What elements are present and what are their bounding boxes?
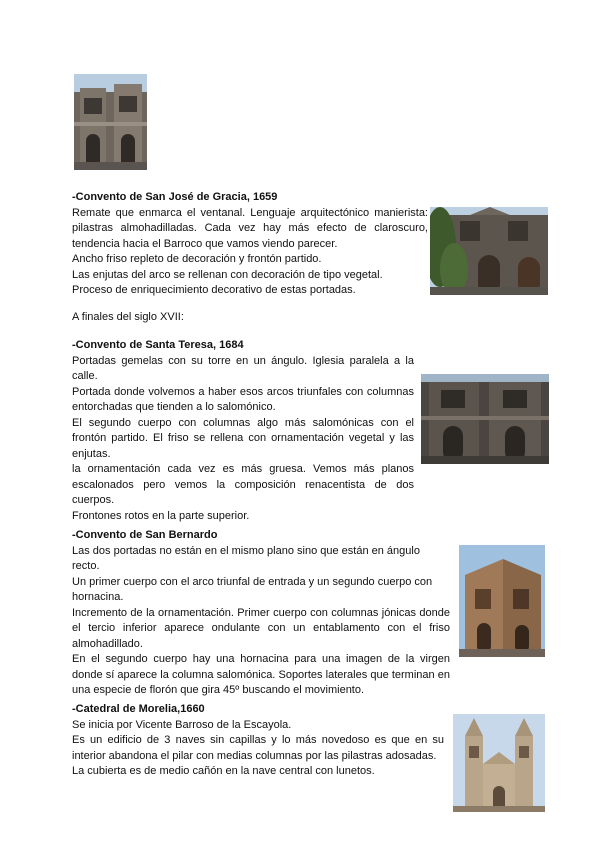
section-title: -Catedral de Morelia,1660 [72, 703, 205, 715]
paragraph: En el segundo cuerpo hay una hornacina para una imagen de la virgen donde sí aparece la columna salomónica. Soportes laterales que terminan en una especie de florón que gira 45º buscando el movimiento. [72, 653, 450, 696]
photo-san-bernardo [459, 545, 545, 657]
section-santa-teresa [72, 338, 414, 524]
photo-catedral-morelia [453, 714, 545, 812]
intro-line [72, 310, 428, 326]
intro-text: A finales del siglo XVII: [72, 311, 184, 323]
paragraph: Las enjutas del arco se rellenan con decoración de tipo vegetal. [72, 268, 383, 281]
section-title: -Convento de Santa Teresa, 1684 [72, 339, 244, 351]
paragraph: Un primer cuerpo con el arco triunfal de entrada y un segundo cuerpo con hornacina. [72, 575, 433, 603]
photo-san-jose [430, 207, 548, 295]
paragraph: Es un edificio de 3 naves sin capillas y lo más novedoso es que en su interior abandona el pilar con medias columnas por las pilastras adosadas. [72, 734, 444, 762]
photo-santa-teresa [421, 374, 549, 464]
photo-facade-top [74, 74, 147, 170]
paragraph: Las dos portadas no están en el mismo plano sino que están en ángulo recto. [72, 544, 420, 572]
paragraph: Proceso de enriquecimiento decorativo de estas portadas. [72, 284, 356, 296]
section-san-bernardo [72, 528, 450, 699]
paragraph: Portada donde volvemos a haber esos arcos triunfales con columnas entorchadas que tienden a lo salomónico. [72, 385, 414, 413]
section-title: -Convento de San José de Gracia, 1659 [72, 191, 278, 203]
paragraph: Portadas gemelas con su torre en un ángulo. Iglesia paralela a la calle. [72, 354, 414, 382]
paragraph: El segundo cuerpo con columnas algo más salomónicas con el frontón partido. El friso se rellena con ornamentación vegetal y las enjutas. [72, 416, 414, 460]
paragraph: Ancho friso repleto de decoración y frontón partido. [72, 253, 322, 265]
section-title: -Convento de San Bernardo [72, 529, 218, 541]
paragraph: la ornamentación cada vez es más gruesa. Vemos más planos escalonados pero vemos la composición renacentista de dos cuerpos. [72, 463, 414, 506]
section-catedral-morelia [72, 702, 444, 780]
paragraph: La cubierta es de medio cañón en la nave central con lunetos. [72, 765, 375, 777]
paragraph: Se inicia por Vicente Barroso de la Escayola. [72, 718, 292, 731]
paragraph: Remate que enmarca el ventanal. Lenguaje arquitectónico manierista: pilastras almohadilladas. Cada vez hay más efecto de claroscuro, tendencia hacia el Barroco que vamos viendo parecer. [72, 206, 428, 250]
paragraph: Frontones rotos en la parte superior. [72, 509, 250, 522]
paragraph: Incremento de la ornamentación. Primer cuerpo con columnas jónicas donde el tercio inferior aparece ondulante con un entablamento con el friso almohadillado. [72, 606, 450, 650]
section-san-jose [72, 190, 428, 299]
